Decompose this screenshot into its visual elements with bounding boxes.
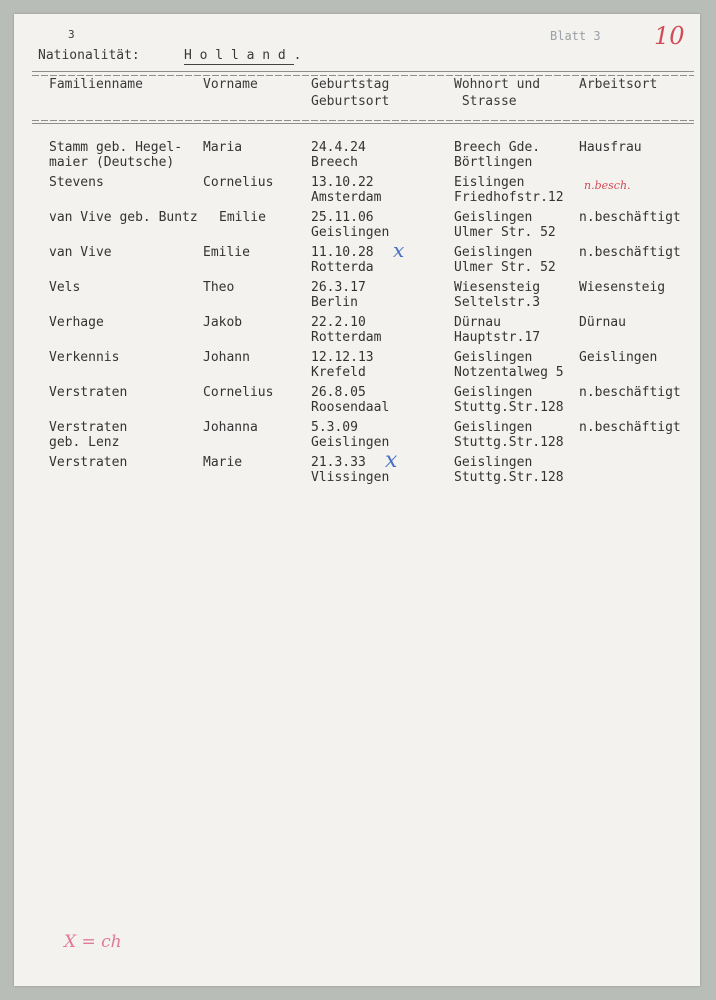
header-rule-top (32, 71, 694, 72)
cell-arbeitsort-handwritten: n.besch. (584, 179, 631, 192)
cell-arbeitsort: Hausfrau (579, 140, 642, 155)
blue-cross-mark: x (393, 238, 405, 262)
cell-geburt: 12.12.13 Krefeld (311, 350, 374, 380)
cell-vorname: Theo (203, 280, 235, 295)
cell-arbeitsort: Dürnau (579, 315, 626, 330)
cell-familienname: Verkennis (49, 350, 120, 365)
table-row (14, 140, 700, 174)
cell-arbeitsort: n.beschäftigt (579, 245, 681, 260)
footer-handwritten-note: X = ch (64, 932, 122, 952)
cell-wohnort: Wiesensteig Seltelstr.3 (454, 280, 541, 310)
nationality-underline (184, 64, 294, 65)
column-header-vorname: Vorname (203, 77, 258, 92)
cell-familienname: Stamm geb. Hegel- maier (Deutsche) (49, 140, 183, 170)
cell-arbeitsort: n.beschäftigt (579, 210, 681, 225)
sheet-label: Blatt 3 (550, 29, 601, 43)
cell-familienname: Verhage (49, 315, 104, 330)
cell-geburt: 26.3.17 Berlin (311, 280, 366, 310)
cell-familienname: Stevens (49, 175, 104, 190)
nationality-label: Nationalität: (38, 48, 140, 63)
blue-cross-mark: x (385, 448, 398, 473)
cell-geburt: 13.10.22 Amsterdam (311, 175, 382, 205)
cell-wohnort: Geislingen Notzentalweg 5 (454, 350, 564, 380)
header-rule-bottom (32, 123, 694, 124)
column-header-geburtstag: Geburtstag Geburtsort (311, 77, 390, 109)
cell-wohnort: Geislingen Ulmer Str. 52 (454, 245, 556, 275)
cell-familienname: van Vive (49, 245, 112, 260)
cell-geburt: 22.2.10 Rotterdam (311, 315, 382, 345)
cell-geburt: 26.8.05 Roosendaal (311, 385, 390, 415)
cell-arbeitsort: Geislingen (579, 350, 658, 365)
table-row (14, 350, 700, 384)
cell-vorname: Johanna (203, 420, 258, 435)
cell-familienname: Verstraten geb. Lenz (49, 420, 128, 450)
cell-familienname: Vels (49, 280, 81, 295)
cell-wohnort: Geislingen Stuttg.Str.128 (454, 455, 564, 485)
cell-arbeitsort: n.beschäftigt (579, 420, 681, 435)
table-row (14, 245, 700, 279)
cell-vorname: Marie (203, 455, 243, 470)
cell-vorname: Johann (203, 350, 250, 365)
cell-wohnort: Dürnau Hauptstr.17 (454, 315, 541, 345)
header-rule-bottom-dashed (32, 120, 694, 121)
cell-wohnort: Eislingen Friedhofstr.12 (454, 175, 564, 205)
cell-vorname: Emilie (203, 245, 250, 260)
table-row (14, 175, 700, 209)
cell-wohnort: Geislingen Stuttg.Str.128 (454, 420, 564, 450)
column-header-wohnort: Wohnort und Strasse (454, 77, 541, 109)
table-row (14, 210, 700, 244)
table-row (14, 280, 700, 314)
page-number: 10 (654, 22, 685, 50)
column-header-familienname: Familienname (49, 77, 143, 92)
cell-wohnort: Breech Gde. Börtlingen (454, 140, 541, 170)
nationality-value: H o l l a n d . (184, 48, 302, 63)
cell-geburt: 11.10.28 Rotterda (311, 245, 374, 275)
cell-arbeitsort: n.beschäftigt (579, 385, 681, 400)
table-row (14, 385, 700, 419)
cell-familienname: Verstraten (49, 385, 128, 400)
cell-wohnort: Geislingen Ulmer Str. 52 (454, 210, 556, 240)
cell-familienname: Verstraten (49, 455, 128, 470)
column-header-arbeitsort: Arbeitsort (579, 77, 658, 92)
table-row (14, 420, 700, 454)
cell-wohnort: Geislingen Stuttg.Str.128 (454, 385, 564, 415)
table-row (14, 455, 700, 489)
cell-vorname: Emilie (219, 210, 266, 225)
cell-vorname: Cornelius (203, 385, 274, 400)
table-row (14, 315, 700, 349)
corner-mark: 3 (68, 28, 75, 41)
document-page (14, 14, 700, 986)
cell-geburt: 5.3.09 Geislingen (311, 420, 390, 450)
cell-familienname: van Vive geb. Buntz (49, 210, 198, 225)
cell-arbeitsort: Wiesensteig (579, 280, 666, 295)
cell-vorname: Maria (203, 140, 243, 155)
cell-geburt: 24.4.24 Breech (311, 140, 366, 170)
cell-vorname: Jakob (203, 315, 243, 330)
cell-geburt: 21.3.33 Vlissingen (311, 455, 390, 485)
cell-geburt: 25.11.06 Geislingen (311, 210, 390, 240)
cell-vorname: Cornelius (203, 175, 274, 190)
